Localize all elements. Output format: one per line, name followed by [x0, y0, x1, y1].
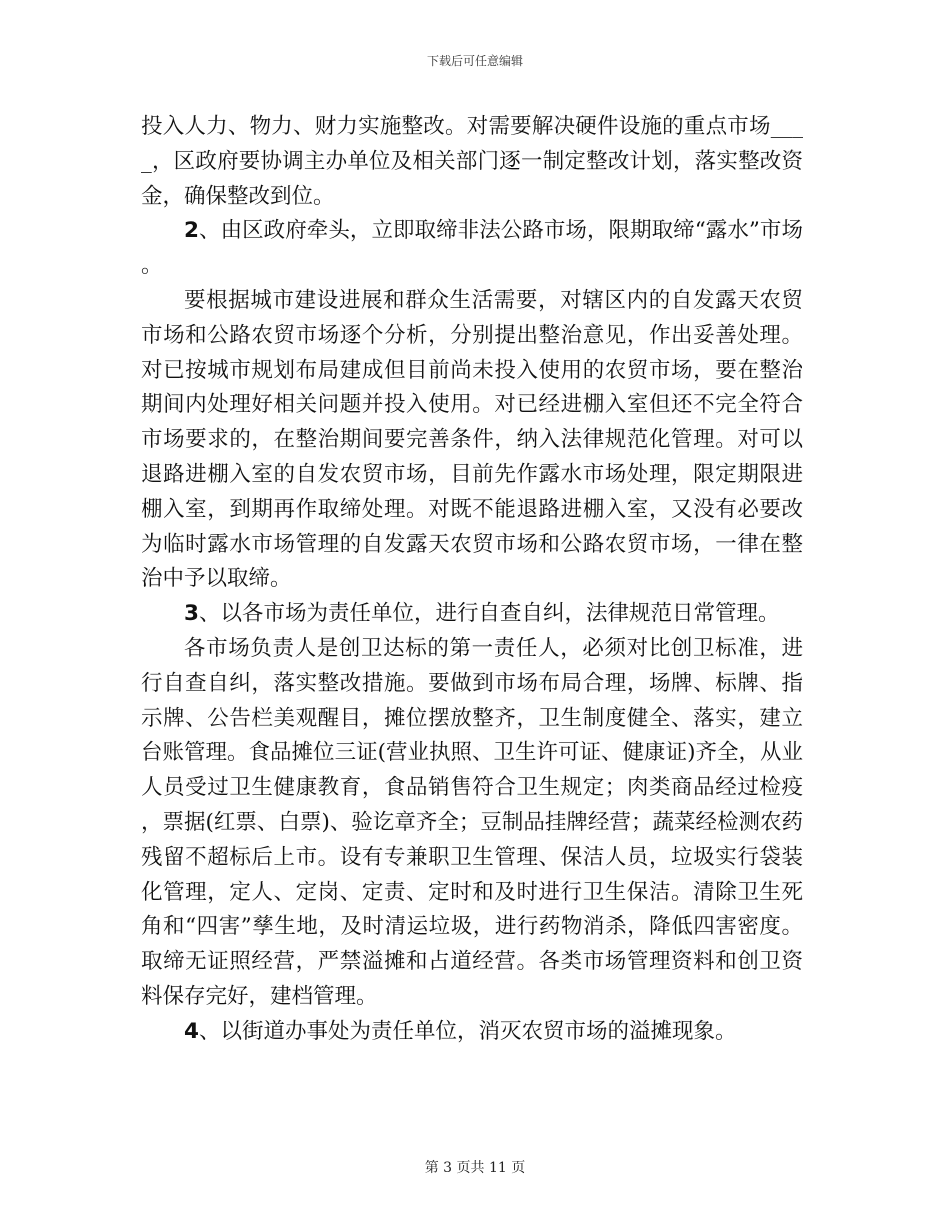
- section-heading-3: [141, 597, 803, 632]
- paragraph-text: 各市场负责人是创卫达标的第一责任人，必须对比创卫标准，进行自查自纠，落实整改措施。要做到市场布局合理，场牌、标牌、指示牌、公告栏美观醒目，摊位摆放整齐，卫生制度健全、落实，建立台账管理。食品摊位三证(营业执照、卫生许可证、健康证)齐全，从业人员受过卫生健康教育，食品销售符合卫生规定；肉类商品经过检疫，票据(红票、白票)、验讫章齐全；豆制品挂牌经营；蔬菜经检测农药残留不超标后上市。设有专兼职卫生管理、保洁人员，垃圾实行袋装化管理，定人、定岗、定责、定时和及时进行卫生保洁。清除卫生死角和“四害”孳生地，及时清运垃圾，进行药物消杀，降低四害密度。取缔无证照经营，严禁溢摊和占道经营。各类市场管理资料和创卫资料保存完好，建档管理。: [141, 635, 803, 1009]
- section-heading-2: [141, 214, 803, 284]
- page-number: 第 3 页共 11 页: [424, 1160, 526, 1176]
- section-heading-text: 、以街道办事处为责任单位，消灭农贸市场的溢摊现象。: [198, 1018, 737, 1044]
- paragraph-continuation: [141, 110, 803, 214]
- section-number: 4: [184, 1018, 199, 1044]
- page-header-note: 下载后可任意编辑: [426, 54, 523, 68]
- section-heading-text: 、由区政府牵头，立即取缔非法公路市场，限期取缔“露水”市场。: [141, 218, 803, 279]
- paragraph-market-rectification: [141, 284, 803, 597]
- document-body: [141, 110, 803, 1050]
- paragraph-market-responsibility: [141, 632, 803, 1015]
- section-heading-4: [141, 1015, 803, 1050]
- paragraph-text: 投入人力、物力、财力实施整改。对需要解决硬件设施的重点市场____，区政府要协调主办单位及相关部门逐一制定整改计划，落实整改资金，确保整改到位。: [141, 114, 803, 209]
- section-heading-text: 、以各市场为责任单位，进行自查自纠，法律规范日常管理。: [198, 601, 780, 627]
- section-number: 3: [184, 601, 199, 627]
- section-number: 2: [184, 218, 199, 244]
- paragraph-text: 要根据城市建设进展和群众生活需要，对辖区内的自发露天农贸市场和公路农贸市场逐个分析，分别提出整治意见，作出妥善处理。对已按城市规划布局建成但目前尚未投入使用的农贸市场，要在整治期间内处理好相关问题并投入使用。对已经进棚入室但还不完全符合市场要求的，在整治期间要完善条件，纳入法律规范化管理。对可以退路进棚入室的自发农贸市场，目前先作露水市场处理，限定期限进棚入室，到期再作取缔处理。对既不能退路进棚入室，又没有必要改为临时露水市场管理的自发露天农贸市场和公路农贸市场，一律在整治中予以取缔。: [141, 287, 803, 592]
